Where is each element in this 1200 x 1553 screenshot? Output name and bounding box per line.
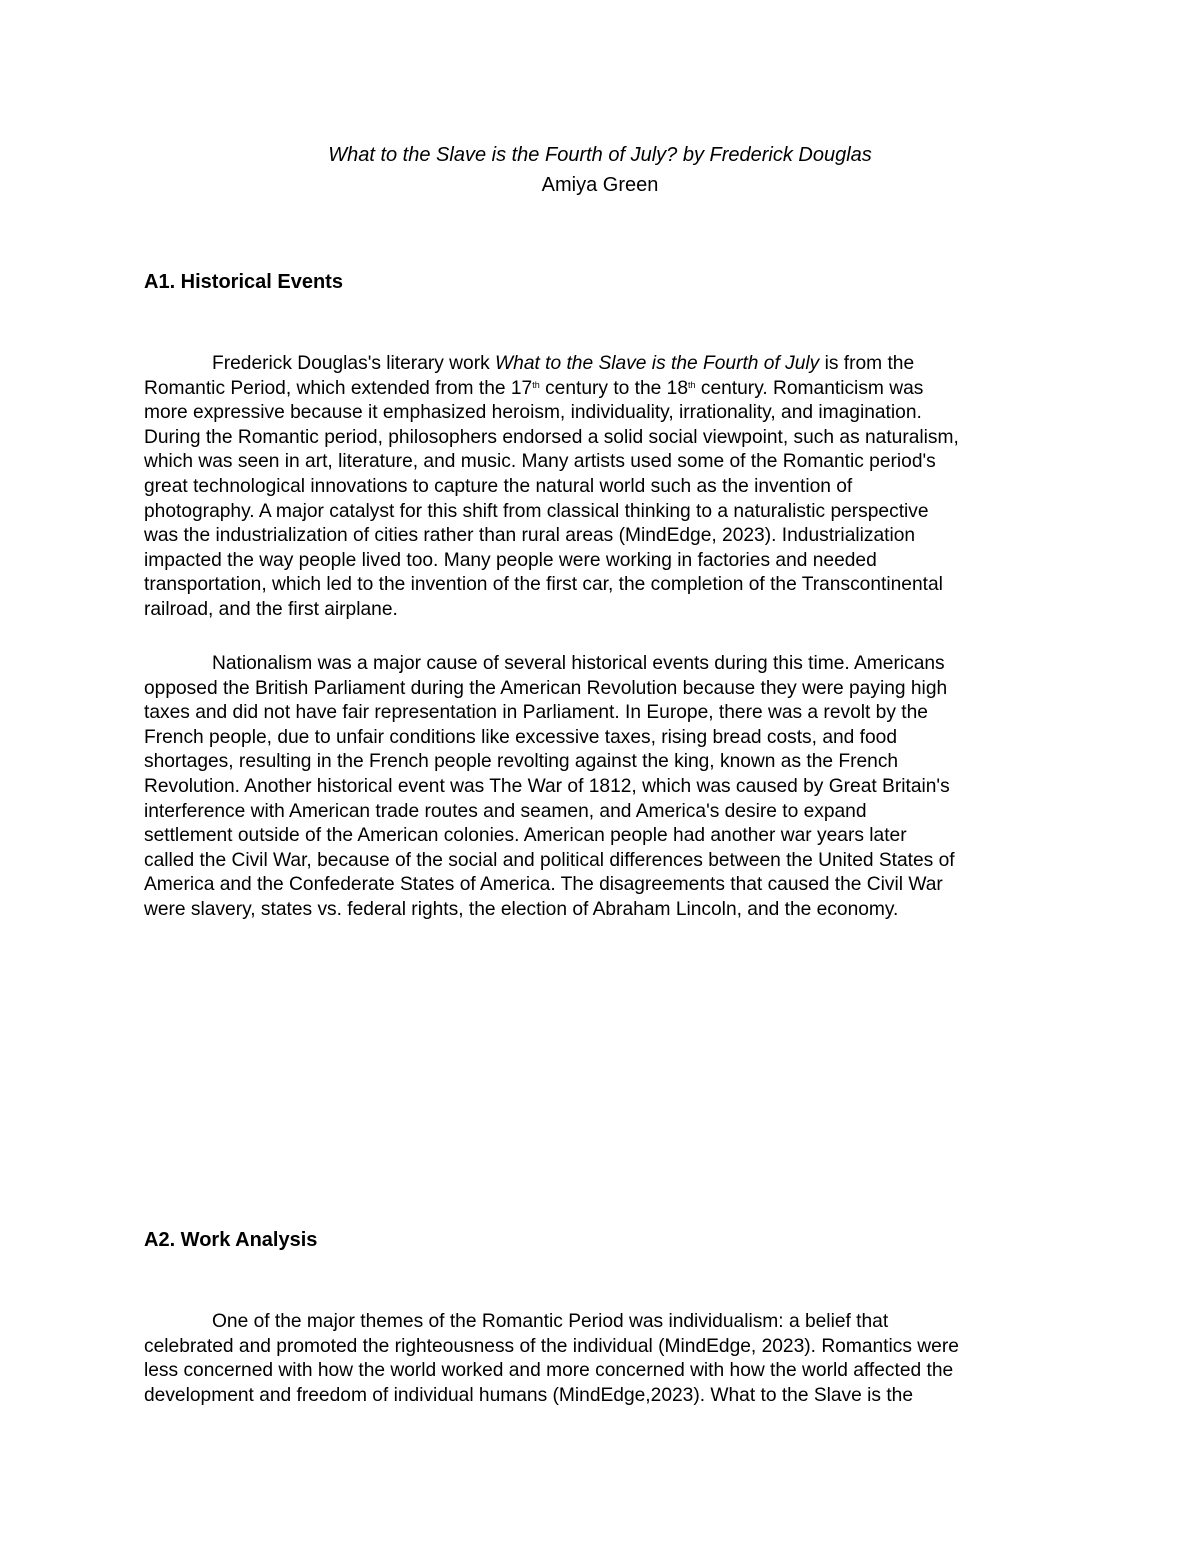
- paragraph-line: impacted the way people lived too. Many people were working in factories and needed: [144, 549, 877, 571]
- paragraph-line: Romantic Period, which extended from the 17th century to the 18th century. Romanticism was: [144, 377, 924, 399]
- title-block: [0, 140, 1200, 200]
- ordinal-superscript: th: [688, 379, 696, 390]
- paragraph-line: which was seen in art, literature, and music. Many artists used some of the Romantic period's: [144, 451, 936, 473]
- paragraph-line: settlement outside of the American colonies. American people had another war years later: [144, 825, 907, 847]
- paragraph-line: Frederick Douglas's literary work What to the Slave is the Fourth of July is from the: [212, 353, 915, 374]
- paragraph-line: One of the major themes of the Romantic Period was individualism: a belief that: [212, 1311, 889, 1332]
- paragraph-line: development and freedom of individual humans (MindEdge,2023). What to the Slave is the: [144, 1384, 914, 1406]
- paragraph-line: photography. A major catalyst for this shift from classical thinking to a naturalistic perspective: [144, 500, 929, 522]
- paragraph-line: called the Civil War, because of the social and political differences between the United States of: [144, 849, 955, 871]
- paragraph-line: railroad, and the first airplane.: [144, 598, 398, 620]
- paragraph-line: interference with American trade routes and seamen, and America's desire to expand: [144, 800, 867, 822]
- paragraph-line: were slavery, states vs. federal rights, the election of Abraham Lincoln, and the economy.: [144, 898, 899, 920]
- section-heading-historical-events: A1. Historical Events: [144, 271, 343, 293]
- document-title: What to the Slave is the Fourth of July? by Frederick Douglas: [328, 144, 872, 166]
- paragraph-line: opposed the British Parliament during the American Revolution because they were paying high: [144, 677, 948, 699]
- paragraph-line: less concerned with how the world worked and more concerned with how the world affected the: [144, 1360, 954, 1382]
- ordinal-superscript: th: [532, 379, 540, 390]
- paragraph-line: America and the Confederate States of America. The disagreements that caused the Civil War: [144, 874, 943, 896]
- paragraph-line: more expressive because it emphasized heroism, individuality, irrationality, and imagination.: [144, 402, 922, 424]
- work-title-italic: What to the Slave is the Fourth of July: [495, 353, 820, 374]
- paragraph-line: French people, due to unfair conditions like excessive taxes, rising bread costs, and food: [144, 726, 898, 748]
- author-name: Amiya Green: [541, 174, 659, 196]
- paragraph-line: was the industrialization of cities rather than rural areas (MindEdge, 2023). Industrialization: [144, 525, 916, 547]
- paragraph-line: During the Romantic period, philosophers endorsed a solid social viewpoint, such as naturalism,: [144, 426, 959, 448]
- paragraph-romantic-period: [144, 352, 1049, 623]
- paragraph-individualism: [144, 1310, 1049, 1408]
- paragraph-line: Nationalism was a major cause of several historical events during this time. Americans: [212, 653, 945, 674]
- paragraph-line: transportation, which led to the invention of the first car, the completion of the Transcontinental: [144, 574, 943, 596]
- paragraph-line: taxes and did not have fair representation in Parliament. In Europe, there was a revolt by the: [144, 702, 928, 724]
- paragraph-line: great technological innovations to capture the natural world such as the invention of: [144, 475, 853, 497]
- paragraph-nationalism: [144, 652, 1049, 923]
- paragraph-line: celebrated and promoted the righteousness of the individual (MindEdge, 2023). Romantics were: [144, 1335, 959, 1357]
- paragraph-line: shortages, resulting in the French people revolting against the king, known as the French: [144, 751, 899, 773]
- paragraph-line: Revolution. Another historical event was The War of 1812, which was caused by Great Britain's: [144, 775, 950, 797]
- section-heading-work-analysis: A2. Work Analysis: [144, 1229, 318, 1251]
